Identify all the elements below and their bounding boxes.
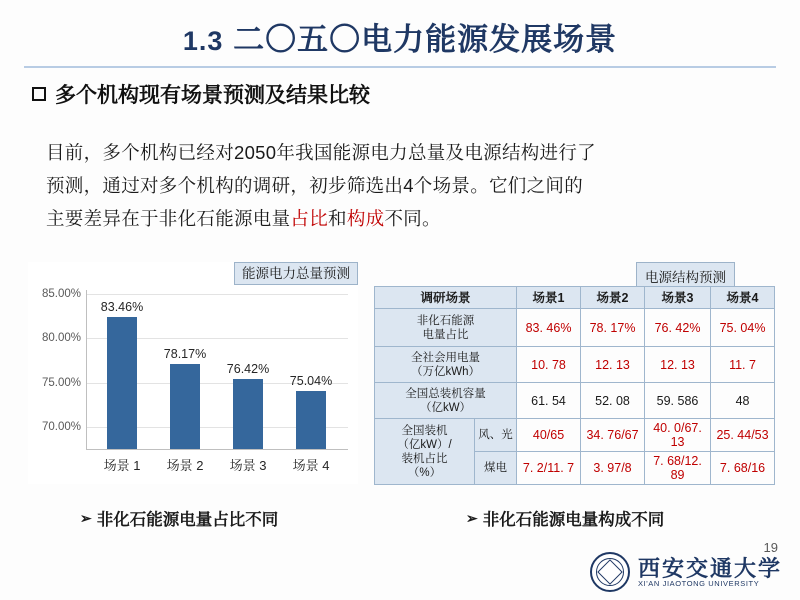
sub-row-label-coal: 煤电 — [475, 452, 517, 485]
row-label-capacity-breakdown — [375, 419, 475, 485]
ytick-label-75: 75.00% — [41, 376, 81, 389]
cell-coal-s2: 3. 97/8 — [581, 452, 645, 485]
paragraph-line-3-part-a: 主要差异在于非化石能源电量 — [46, 208, 291, 229]
paragraph-line-3-part-c: 不同。 — [384, 208, 441, 229]
page-number: 19 — [763, 540, 778, 555]
arrow-right-icon: ➢ — [466, 509, 478, 526]
row-label-total-consumption — [375, 347, 517, 383]
university-seal-icon — [590, 552, 630, 592]
body-paragraph — [46, 136, 746, 235]
title-divider — [24, 66, 776, 68]
bar-label-4: 75.04% — [289, 374, 333, 389]
cell-wind-solar-s4: 25. 44/53 — [711, 419, 775, 452]
caption-right-label: 非化石能源电量构成不同 — [482, 511, 665, 529]
row-label-line-1: 全国总装机容量 — [405, 387, 486, 400]
table-legend: 电源结构预测 — [636, 262, 735, 290]
title-text: 二〇五〇电力能源发展场景 — [233, 22, 618, 57]
row-label-line-2: （亿kW） — [419, 401, 472, 414]
paragraph-line-1: 目前，多个机构已经对2050年我国能源电力总量及电源结构进行了 — [46, 142, 596, 163]
cell-wind-solar-s3: 40. 0/67. 13 — [645, 419, 711, 452]
logo-name-cn: 西安交通大学 — [637, 555, 782, 581]
sub-row-label-wind-solar: 风、光 — [475, 419, 517, 452]
caption-right — [466, 506, 664, 530]
xtick-label-4: 场景 4 — [292, 458, 330, 473]
cell-nonfossil-share-s2: 78. 17% — [581, 309, 645, 347]
chart-legend: 能源电力总量预测 — [234, 262, 358, 285]
cell-coal-s1: 7. 2/11. 7 — [517, 452, 581, 485]
row-label-nonfossil-share — [375, 309, 517, 347]
page-title — [0, 14, 800, 59]
caption-left — [80, 506, 278, 530]
ytick-label-70: 70.00% — [41, 420, 81, 433]
xtick-label-1: 场景 1 — [103, 458, 141, 473]
cell-total-consumption-s4: 11. 7 — [711, 347, 775, 383]
table-header-scenario: 调研场景 — [375, 287, 517, 309]
bar-chart — [28, 262, 358, 484]
table-header-s1: 场景1 — [517, 287, 581, 309]
chart-plot-area — [41, 288, 348, 473]
bar-scenario-4 — [289, 374, 333, 473]
gridline-85 — [41, 288, 348, 301]
university-logo — [590, 552, 782, 592]
cell-total-consumption-s3: 12. 13 — [645, 347, 711, 383]
cell-nonfossil-share-s1: 83. 46% — [517, 309, 581, 347]
row-label-total-capacity — [375, 383, 517, 419]
paragraph-line-2: 预测，通过对多个机构的调研，初步筛选出4个场景。它们之间的 — [46, 175, 583, 196]
row-label-line-2: （万亿kWh） — [411, 365, 480, 378]
cell-total-capacity-s1: 61. 54 — [517, 383, 581, 419]
xtick-label-3: 场景 3 — [229, 458, 267, 473]
table-header-s3: 场景3 — [645, 287, 711, 309]
table-row — [375, 347, 775, 383]
row-label-line-4: （%） — [407, 466, 442, 479]
cell-wind-solar-s2: 34. 76/67 — [581, 419, 645, 452]
table-row — [375, 309, 775, 347]
title-number: 1.3 — [182, 26, 224, 56]
row-label-line-2: 电量占比 — [422, 328, 469, 341]
cell-total-capacity-s3: 59. 586 — [645, 383, 711, 419]
table-header-s4: 场景4 — [711, 287, 775, 309]
row-label-line-3: 装机占比 — [401, 452, 448, 465]
table-row — [375, 419, 775, 452]
cell-total-capacity-s2: 52. 08 — [581, 383, 645, 419]
table-header-row — [375, 287, 775, 309]
caption-left-label: 非化石能源电量占比不同 — [96, 511, 279, 529]
highlight-zhanbi: 占比 — [290, 208, 329, 229]
xtick-label-2: 场景 2 — [166, 458, 204, 473]
logo-text — [638, 557, 782, 588]
cell-total-capacity-s4: 48 — [711, 383, 775, 419]
arrow-right-icon: ➢ — [80, 509, 92, 526]
bullet-square-icon — [32, 87, 46, 101]
logo-name-en: XI'AN JIAOTONG UNIVERSITY — [637, 578, 760, 588]
cell-total-consumption-s1: 10. 78 — [517, 347, 581, 383]
cell-nonfossil-share-s3: 76. 42% — [645, 309, 711, 347]
bar-label-2: 78.17% — [163, 346, 207, 361]
cell-total-consumption-s2: 12. 13 — [581, 347, 645, 383]
paragraph-line-3 — [46, 202, 746, 235]
ytick-label-85: 85.00% — [41, 288, 81, 301]
row-label-line-2: （亿kW）/ — [397, 438, 452, 451]
table-header-s2: 场景2 — [581, 287, 645, 309]
row-label-line-1: 全社会用电量 — [411, 351, 480, 364]
cell-coal-s4: 7. 68/16 — [711, 452, 775, 485]
bar-scenario-3 — [226, 362, 270, 473]
row-label-line-1: 全国装机 — [401, 424, 448, 437]
ytick-label-80: 80.00% — [41, 332, 81, 345]
cell-nonfossil-share-s4: 75. 04% — [711, 309, 775, 347]
bar-label-3: 76.42% — [226, 362, 270, 377]
subheading — [32, 79, 370, 109]
highlight-goucheng: 构成 — [346, 208, 385, 229]
bar-scenario-1 — [100, 299, 144, 473]
row-label-line-1: 非化石能源 — [416, 314, 475, 327]
scenario-table — [374, 286, 775, 485]
paragraph-line-3-part-b: 和 — [328, 208, 347, 229]
table-row — [375, 383, 775, 419]
bar-scenario-2 — [163, 346, 207, 473]
cell-coal-s3: 7. 68/12. 89 — [645, 452, 711, 485]
subheading-label: 多个机构现有场景预测及结果比较 — [55, 84, 370, 107]
cell-wind-solar-s1: 40/65 — [517, 419, 581, 452]
bar-label-1: 83.46% — [100, 299, 144, 314]
